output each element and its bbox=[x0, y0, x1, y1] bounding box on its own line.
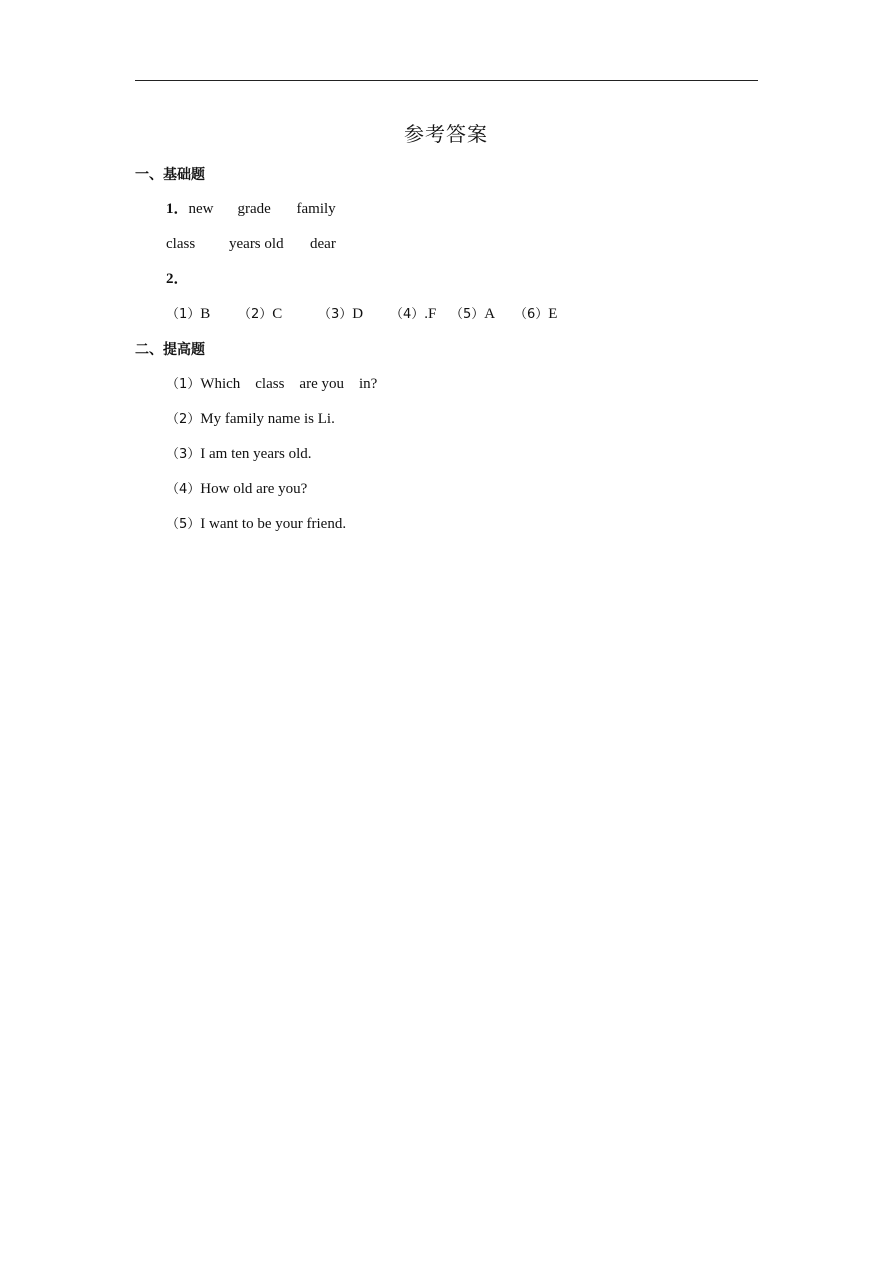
q1-number: 1． bbox=[166, 201, 189, 217]
advanced-item-text: How old are you? bbox=[200, 481, 308, 497]
advanced-item bbox=[166, 374, 377, 395]
advanced-item-label: （5） bbox=[166, 517, 201, 532]
q2-answer: （1）B bbox=[166, 306, 211, 322]
header-rule bbox=[135, 80, 758, 81]
q2-answer: （5）A bbox=[450, 306, 496, 322]
advanced-item-text: My family name is Li. bbox=[200, 411, 335, 427]
advanced-item bbox=[166, 409, 335, 430]
q1-word: years old bbox=[229, 236, 284, 252]
section-heading-basic: 一、基础题 bbox=[135, 167, 205, 183]
q2-number: 2． bbox=[166, 271, 189, 287]
q1-word: dear bbox=[310, 236, 336, 252]
q1-row2 bbox=[166, 234, 336, 254]
advanced-item bbox=[166, 514, 346, 535]
advanced-item bbox=[166, 479, 307, 500]
advanced-item-label: （2） bbox=[166, 412, 201, 427]
q2-answer: （6）E bbox=[514, 306, 558, 322]
q2-answer: （4）.F bbox=[390, 306, 437, 322]
q1-row1 bbox=[166, 199, 336, 219]
advanced-item-label: （1） bbox=[166, 377, 201, 392]
q1-word: class bbox=[166, 236, 196, 252]
advanced-item-text: I want to be your friend. bbox=[200, 516, 347, 532]
q2-answer: （2）C bbox=[238, 306, 283, 322]
q2-answers-row bbox=[166, 304, 557, 325]
section-heading-advanced: 二、提高题 bbox=[135, 342, 205, 358]
advanced-item-label: （3） bbox=[166, 447, 201, 462]
advanced-item-text: I am ten years old. bbox=[200, 446, 312, 462]
advanced-item-text: Which class are you in? bbox=[200, 376, 378, 392]
q2-number-line bbox=[166, 269, 189, 289]
page-title: 参考答案 bbox=[404, 122, 488, 146]
advanced-item-label: （4） bbox=[166, 482, 201, 497]
q2-answer: （3）D bbox=[318, 306, 364, 322]
q1-word: family bbox=[296, 201, 336, 217]
q1-word: new bbox=[188, 201, 214, 217]
q1-word: grade bbox=[237, 201, 271, 217]
advanced-item bbox=[166, 444, 312, 465]
